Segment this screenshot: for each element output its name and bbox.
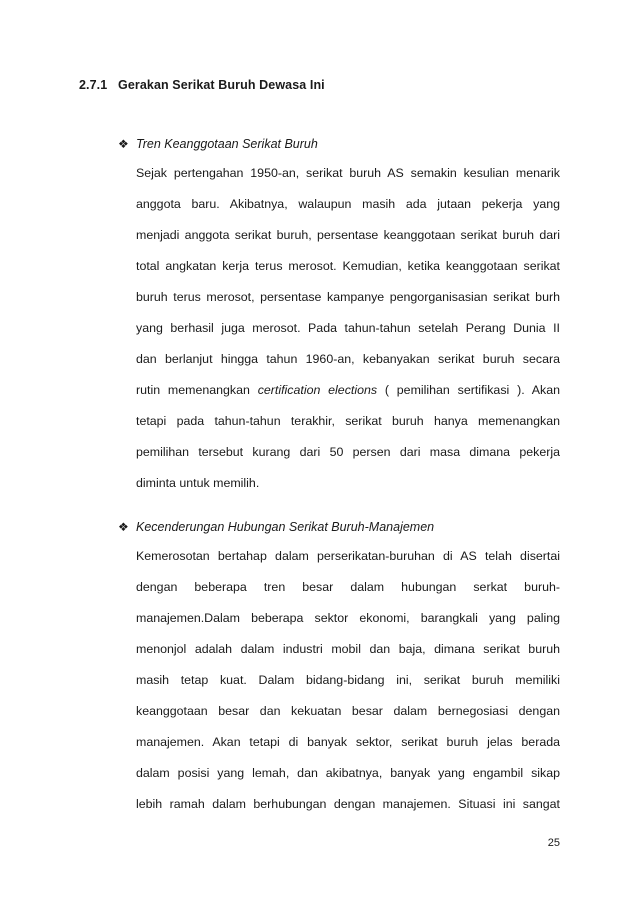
paragraph-line: anggota baru. Akibatnya, walaupun masih ada jutaan pekerja yang	[136, 197, 560, 211]
paragraph-line: diminta untuk memilih.	[136, 476, 260, 490]
paragraph-line: dan berlanjut hingga tahun 1960-an, kebanyakan serikat buruh secara	[136, 352, 560, 366]
paragraph-line: total angkatan kerja terus merosot. Kemudian, ketika keanggotaan serikat	[136, 259, 560, 273]
subsection-title-1	[118, 137, 318, 151]
paragraph-1	[136, 165, 560, 506]
paragraph-line: Kemerosotan bertahap dalam perserikatan-buruhan di AS telah disertai	[136, 549, 560, 563]
paragraph-line: buruh terus merosot, persentase kampanye pengorganisasian serikat burh	[136, 290, 560, 304]
paragraph-line: pemilihan tersebut kurang dari 50 persen dari masa dimana pekerja	[136, 445, 560, 459]
italic-term: certification elections	[257, 383, 378, 397]
paragraph-line: rutin memenangkan certification elections ( pemilihan sertifikasi ). Akan	[136, 383, 560, 397]
paragraph-line: tetapi pada tahun-tahun terakhir, serikat buruh hanya memenangkan	[136, 414, 560, 428]
paragraph-line: keanggotaan besar dan kekuatan besar dalam bernegosiasi dengan	[136, 704, 560, 718]
subsection-title-2	[118, 520, 434, 534]
paragraph-line: masih tetap kuat. Dalam bidang-bidang ini, serikat buruh memiliki	[136, 673, 560, 687]
paragraph-2	[136, 548, 560, 827]
subsection-title-text: Kecenderungan Hubungan Serikat Buruh-Manajemen	[136, 520, 435, 534]
diamond-bullet-icon: ❖	[118, 137, 129, 151]
page-number: 25	[547, 837, 560, 849]
section-number: 2.7.1	[79, 78, 108, 92]
paragraph-line: yang berhasil juga merosot. Pada tahun-tahun setelah Perang Dunia II	[136, 321, 560, 335]
paragraph-line: manajemen.Dalam beberapa sektor ekonomi, barangkali yang paling	[136, 611, 560, 625]
subsection-title-text: Tren Keanggotaan Serikat Buruh	[136, 137, 318, 151]
section-heading	[79, 78, 325, 92]
paragraph-line: manajemen. Akan tetapi di banyak sektor, serikat buruh jelas berada	[136, 735, 560, 749]
paragraph-line: menonjol adalah dalam industri mobil dan baja, dimana serikat buruh	[136, 642, 560, 656]
section-title: Gerakan Serikat Buruh Dewasa Ini	[118, 78, 325, 92]
diamond-bullet-icon: ❖	[118, 520, 129, 534]
paragraph-line: Sejak pertengahan 1950-an, serikat buruh AS semakin kesulian menarik	[136, 166, 560, 180]
paragraph-line: dengan beberapa tren besar dalam hubungan serkat buruh-	[136, 580, 560, 594]
paragraph-line: dalam posisi yang lemah, dan akibatnya, banyak yang engambil sikap	[136, 766, 560, 780]
paragraph-line: lebih ramah dalam berhubungan dengan manajemen. Situasi ini sangat	[136, 797, 560, 811]
paragraph-line: menjadi anggota serikat buruh, persentase keanggotaan serikat buruh dari	[136, 228, 560, 242]
